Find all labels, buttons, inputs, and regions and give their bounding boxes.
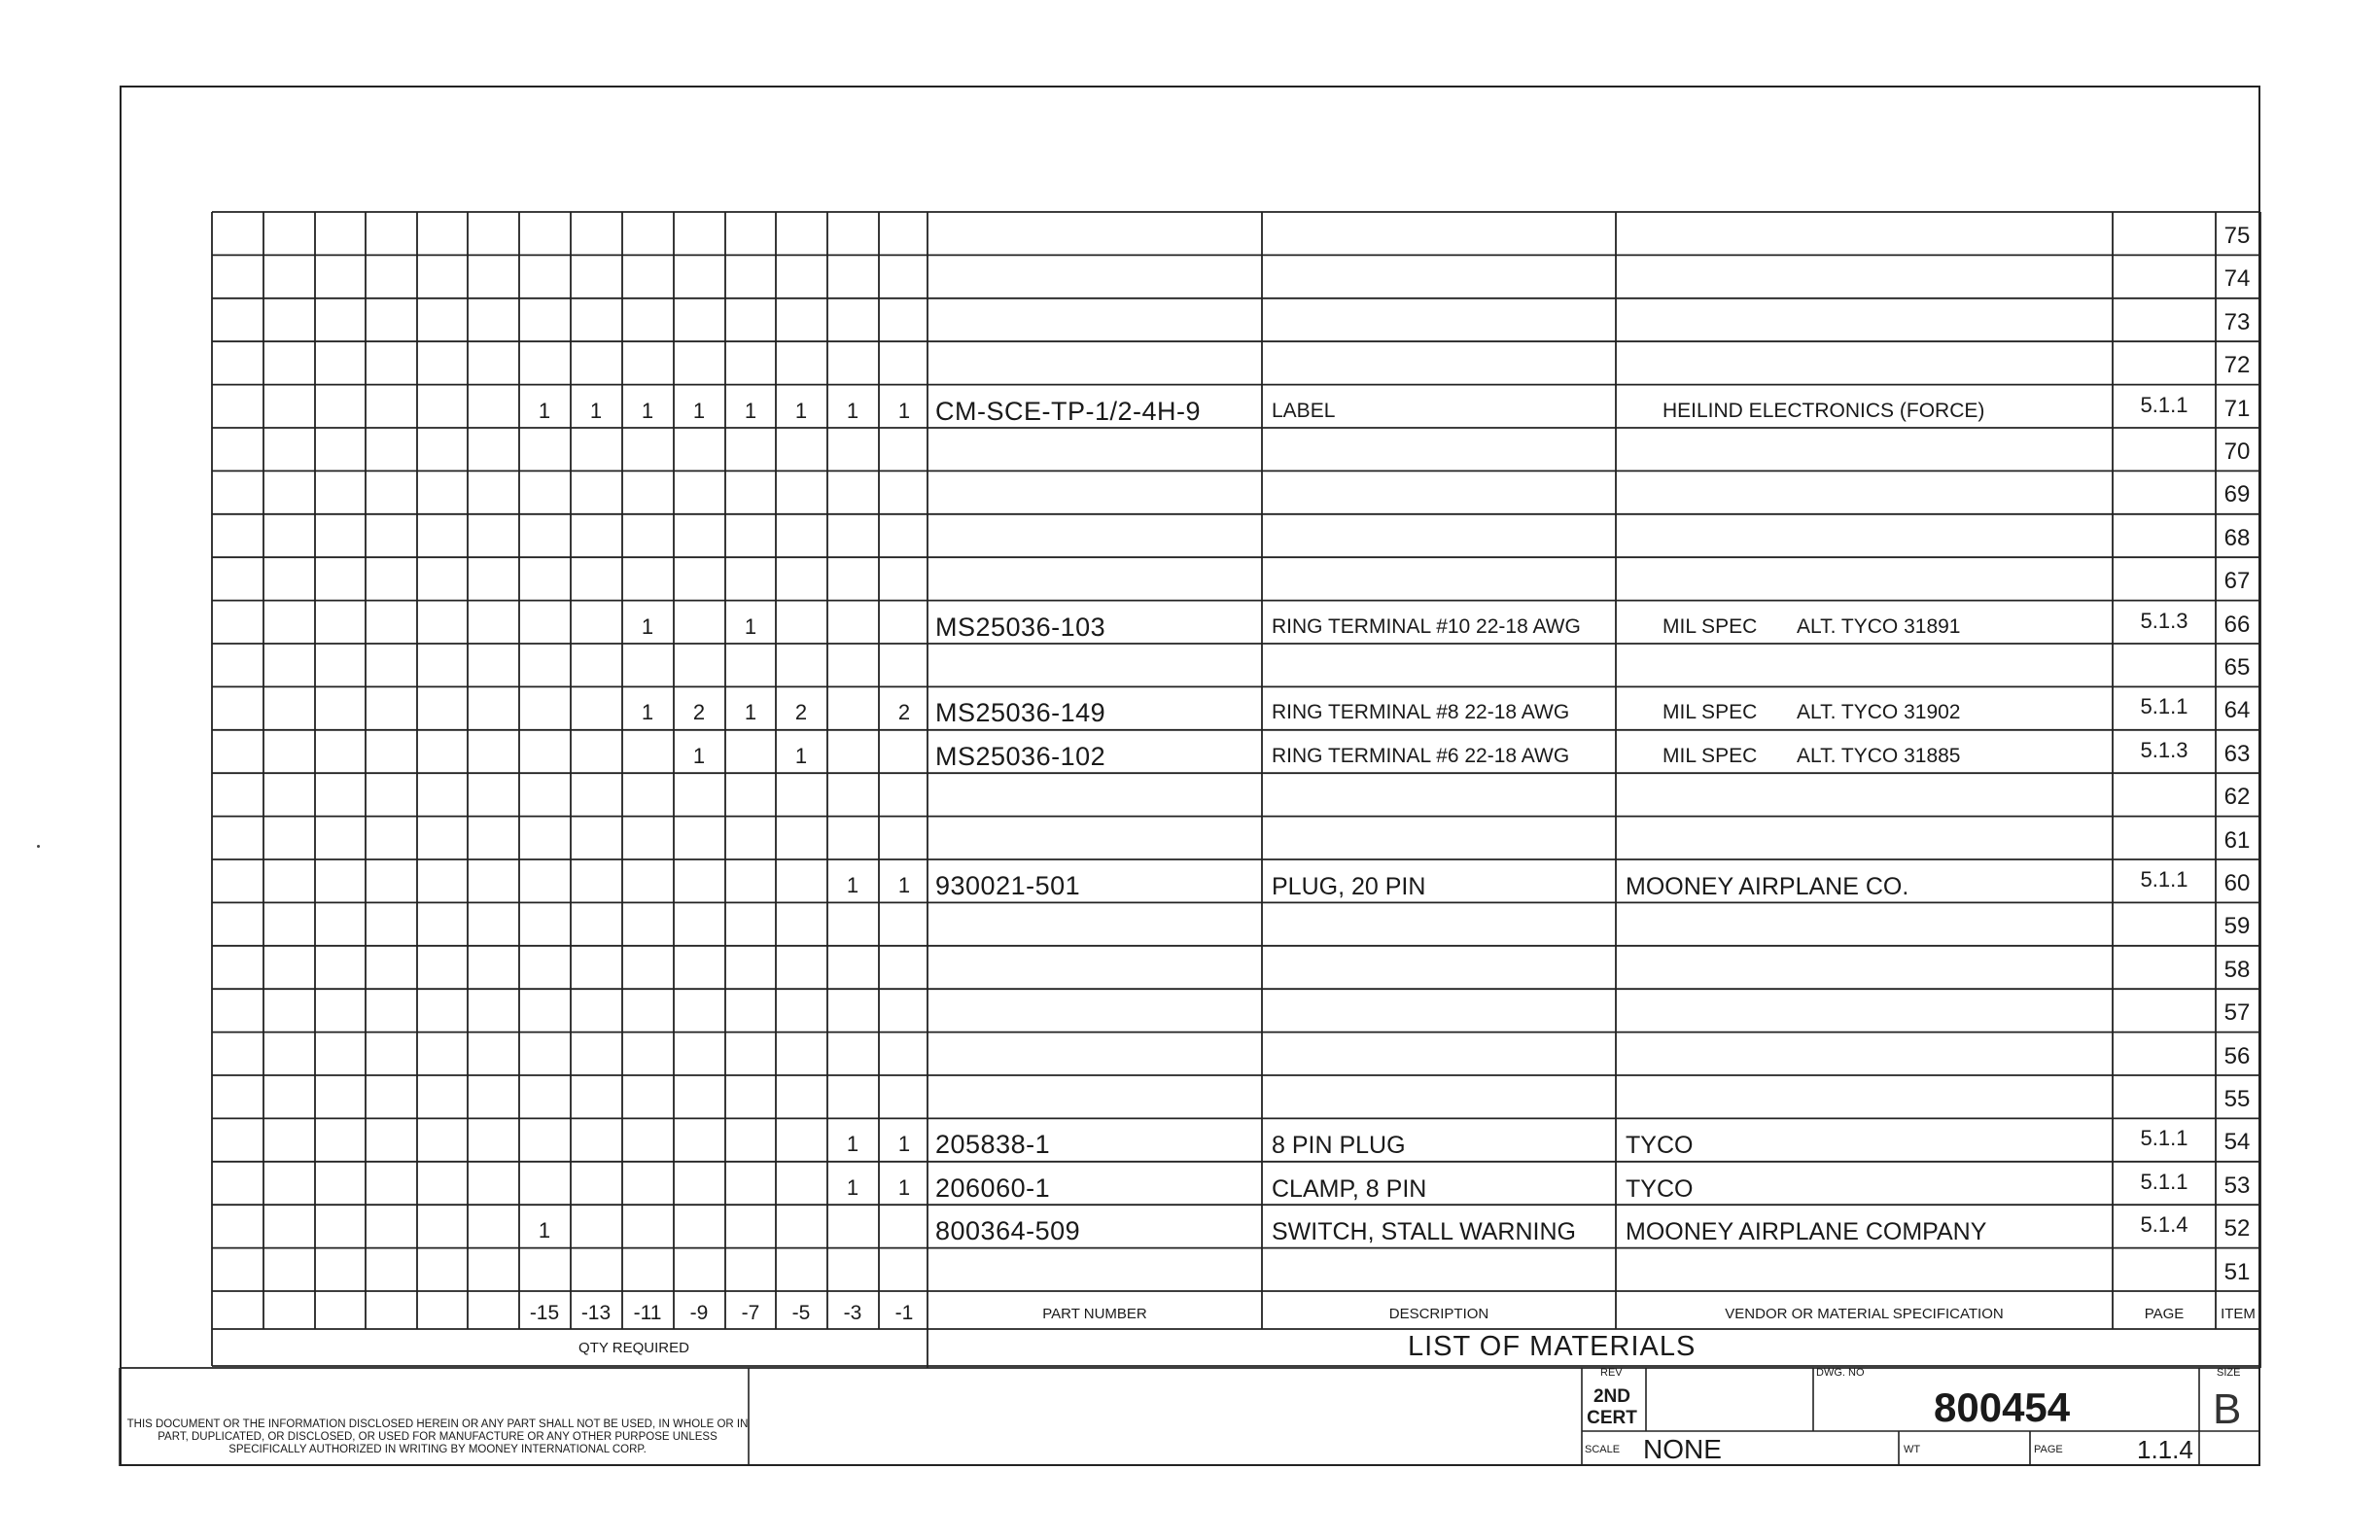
qty-cell: 1 xyxy=(794,398,808,423)
item-number: 61 xyxy=(2223,826,2251,854)
qty-cell: 1 xyxy=(538,1218,551,1243)
part-number-header: PART NUMBER xyxy=(1042,1306,1147,1322)
qty-cell: 1 xyxy=(897,1174,911,1200)
qty-cell: 1 xyxy=(744,398,757,423)
page-ref: 5.1.1 xyxy=(2140,694,2188,719)
qty-cell: 1 xyxy=(641,613,654,639)
vendor: MIL SPEC xyxy=(1662,614,1758,638)
size-label: SIZE xyxy=(2217,1367,2241,1379)
item-number: 69 xyxy=(2223,481,2251,508)
page-header: PAGE xyxy=(2144,1306,2185,1322)
item-number: 72 xyxy=(2223,352,2251,379)
dash-number-header: -13 xyxy=(580,1302,612,1324)
disclaimer-text: THIS DOCUMENT OR THE INFORMATION DISCLOSED HEREIN OR ANY PART SHALL NOT BE USED, IN WHOLE OR IN PART, DUPLICATED, OR DISCLOSED, OR USED FOR MANUFACTURE OR ANY OTHER PURPOSE UNLESS SPECIFICALLY AUTHORIZED IN WRITING BY MOONEY INTERNATIONAL CORP. xyxy=(126,1418,749,1455)
vendor: MIL SPEC xyxy=(1662,744,1758,767)
qty-cell: 1 xyxy=(538,398,551,423)
part-number: 930021-501 xyxy=(935,871,1081,900)
page-ref: 5.1.1 xyxy=(2140,867,2188,892)
qty-cell: 2 xyxy=(794,700,808,725)
item-number: 66 xyxy=(2223,611,2251,638)
vendor: MOONEY AIRPLANE COMPANY xyxy=(1626,1218,1987,1246)
page-ref: 5.1.1 xyxy=(2140,392,2188,417)
part-number: MS25036-149 xyxy=(935,698,1106,728)
dash-number-header: -15 xyxy=(529,1302,560,1324)
item-number: 60 xyxy=(2223,870,2251,896)
description: SWITCH, STALL WARNING xyxy=(1272,1218,1576,1246)
item-number: 75 xyxy=(2223,223,2251,249)
description: RING TERMINAL #6 22-18 AWG xyxy=(1272,744,1570,767)
item-number: 55 xyxy=(2223,1086,2251,1112)
qty-cell: 1 xyxy=(744,613,757,639)
page-value: 1.1.4 xyxy=(2137,1435,2193,1464)
qty-cell: 1 xyxy=(794,743,808,768)
qty-cell: 1 xyxy=(744,700,757,725)
vendor-alternate: ALT. TYCO 31902 xyxy=(1797,701,1961,724)
wt-label: WT xyxy=(1904,1444,1921,1455)
vendor: MOONEY AIRPLANE CO. xyxy=(1626,873,1909,900)
item-number: 54 xyxy=(2223,1129,2251,1156)
item-number: 74 xyxy=(2223,265,2251,293)
dash-number-header: -3 xyxy=(843,1302,862,1324)
dash-number-header: -9 xyxy=(689,1302,709,1324)
rev-value-line2: CERT xyxy=(1587,1408,1637,1428)
scale-label: SCALE xyxy=(1585,1444,1621,1455)
scale-value: NONE xyxy=(1643,1434,1722,1464)
part-number: MS25036-102 xyxy=(935,741,1106,771)
item-number: 63 xyxy=(2223,740,2251,767)
qty-required-label: QTY REQUIRED xyxy=(578,1340,689,1356)
description: LABEL xyxy=(1272,399,1336,422)
stray-mark xyxy=(37,845,40,848)
item-number: 56 xyxy=(2223,1042,2251,1069)
description-header: DESCRIPTION xyxy=(1388,1306,1489,1322)
description: CLAMP, 8 PIN xyxy=(1272,1174,1427,1203)
page-label: PAGE xyxy=(2034,1444,2063,1455)
vendor: TYCO xyxy=(1626,1174,1694,1203)
item-number: 52 xyxy=(2223,1215,2251,1242)
part-number: MS25036-103 xyxy=(935,612,1106,642)
qty-cell: 2 xyxy=(897,700,911,725)
item-number: 58 xyxy=(2223,956,2251,983)
drawing-number: 800454 xyxy=(1934,1384,2071,1430)
item-header: ITEM xyxy=(2221,1306,2256,1322)
vendor: HEILIND ELECTRONICS (FORCE) xyxy=(1662,399,1985,422)
description: PLUG, 20 PIN xyxy=(1272,873,1426,900)
item-number: 67 xyxy=(2223,568,2251,595)
qty-cell: 1 xyxy=(692,743,706,768)
item-number: 53 xyxy=(2223,1172,2251,1199)
page-ref: 5.1.1 xyxy=(2140,1169,2188,1194)
vendor-alternate: ALT. TYCO 31885 xyxy=(1797,744,1961,767)
qty-cell: 1 xyxy=(589,398,603,423)
item-number: 59 xyxy=(2223,913,2251,940)
rev-label: REV xyxy=(1600,1367,1623,1379)
vendor: MIL SPEC xyxy=(1662,701,1758,724)
item-number: 64 xyxy=(2223,697,2251,724)
part-number: 205838-1 xyxy=(935,1130,1051,1160)
qty-cell: 1 xyxy=(846,398,859,423)
item-number: 65 xyxy=(2223,654,2251,681)
rev-value-line1: 2ND xyxy=(1592,1386,1630,1407)
item-number: 70 xyxy=(2223,438,2251,465)
qty-cell: 1 xyxy=(692,398,706,423)
qty-cell: 1 xyxy=(897,1132,911,1157)
page-ref: 5.1.1 xyxy=(2140,1126,2188,1151)
qty-cell: 1 xyxy=(641,700,654,725)
item-number: 73 xyxy=(2223,308,2251,335)
qty-cell: 1 xyxy=(846,1132,859,1157)
vendor: TYCO xyxy=(1626,1132,1694,1160)
vendor-alternate: ALT. TYCO 31891 xyxy=(1797,614,1961,638)
description: RING TERMINAL #8 22-18 AWG xyxy=(1272,701,1570,724)
dash-number-header: -1 xyxy=(894,1302,914,1324)
vendor-header: VENDOR OR MATERIAL SPECIFICATION xyxy=(1725,1306,2004,1322)
part-number: CM-SCE-TP-1/2-4H-9 xyxy=(935,396,1202,426)
qty-cell: 1 xyxy=(846,1174,859,1200)
item-number: 68 xyxy=(2223,524,2251,551)
page-ref: 5.1.3 xyxy=(2140,608,2188,633)
qty-cell: 2 xyxy=(692,700,706,725)
item-number: 57 xyxy=(2223,999,2251,1027)
dash-number-header: -11 xyxy=(633,1302,662,1324)
qty-cell: 1 xyxy=(641,398,654,423)
page-ref: 5.1.3 xyxy=(2140,737,2188,762)
item-number: 51 xyxy=(2223,1258,2251,1285)
list-of-materials-title: LIST OF MATERIALS xyxy=(1408,1331,1697,1362)
qty-cell: 1 xyxy=(897,398,911,423)
qty-cell: 1 xyxy=(897,873,911,897)
description: 8 PIN PLUG xyxy=(1272,1132,1406,1160)
part-number: 800364-509 xyxy=(935,1216,1081,1246)
part-number: 206060-1 xyxy=(935,1172,1051,1203)
description: RING TERMINAL #10 22-18 AWG xyxy=(1272,614,1581,638)
qty-cell: 1 xyxy=(846,873,859,897)
dash-number-header: -7 xyxy=(741,1302,760,1324)
item-number: 62 xyxy=(2223,784,2251,811)
dwg-no-label: DWG. NO xyxy=(1816,1367,1865,1379)
item-number: 71 xyxy=(2223,395,2251,422)
dash-number-header: -5 xyxy=(791,1302,811,1324)
size-value: B xyxy=(2213,1385,2242,1433)
page-ref: 5.1.4 xyxy=(2140,1212,2188,1238)
